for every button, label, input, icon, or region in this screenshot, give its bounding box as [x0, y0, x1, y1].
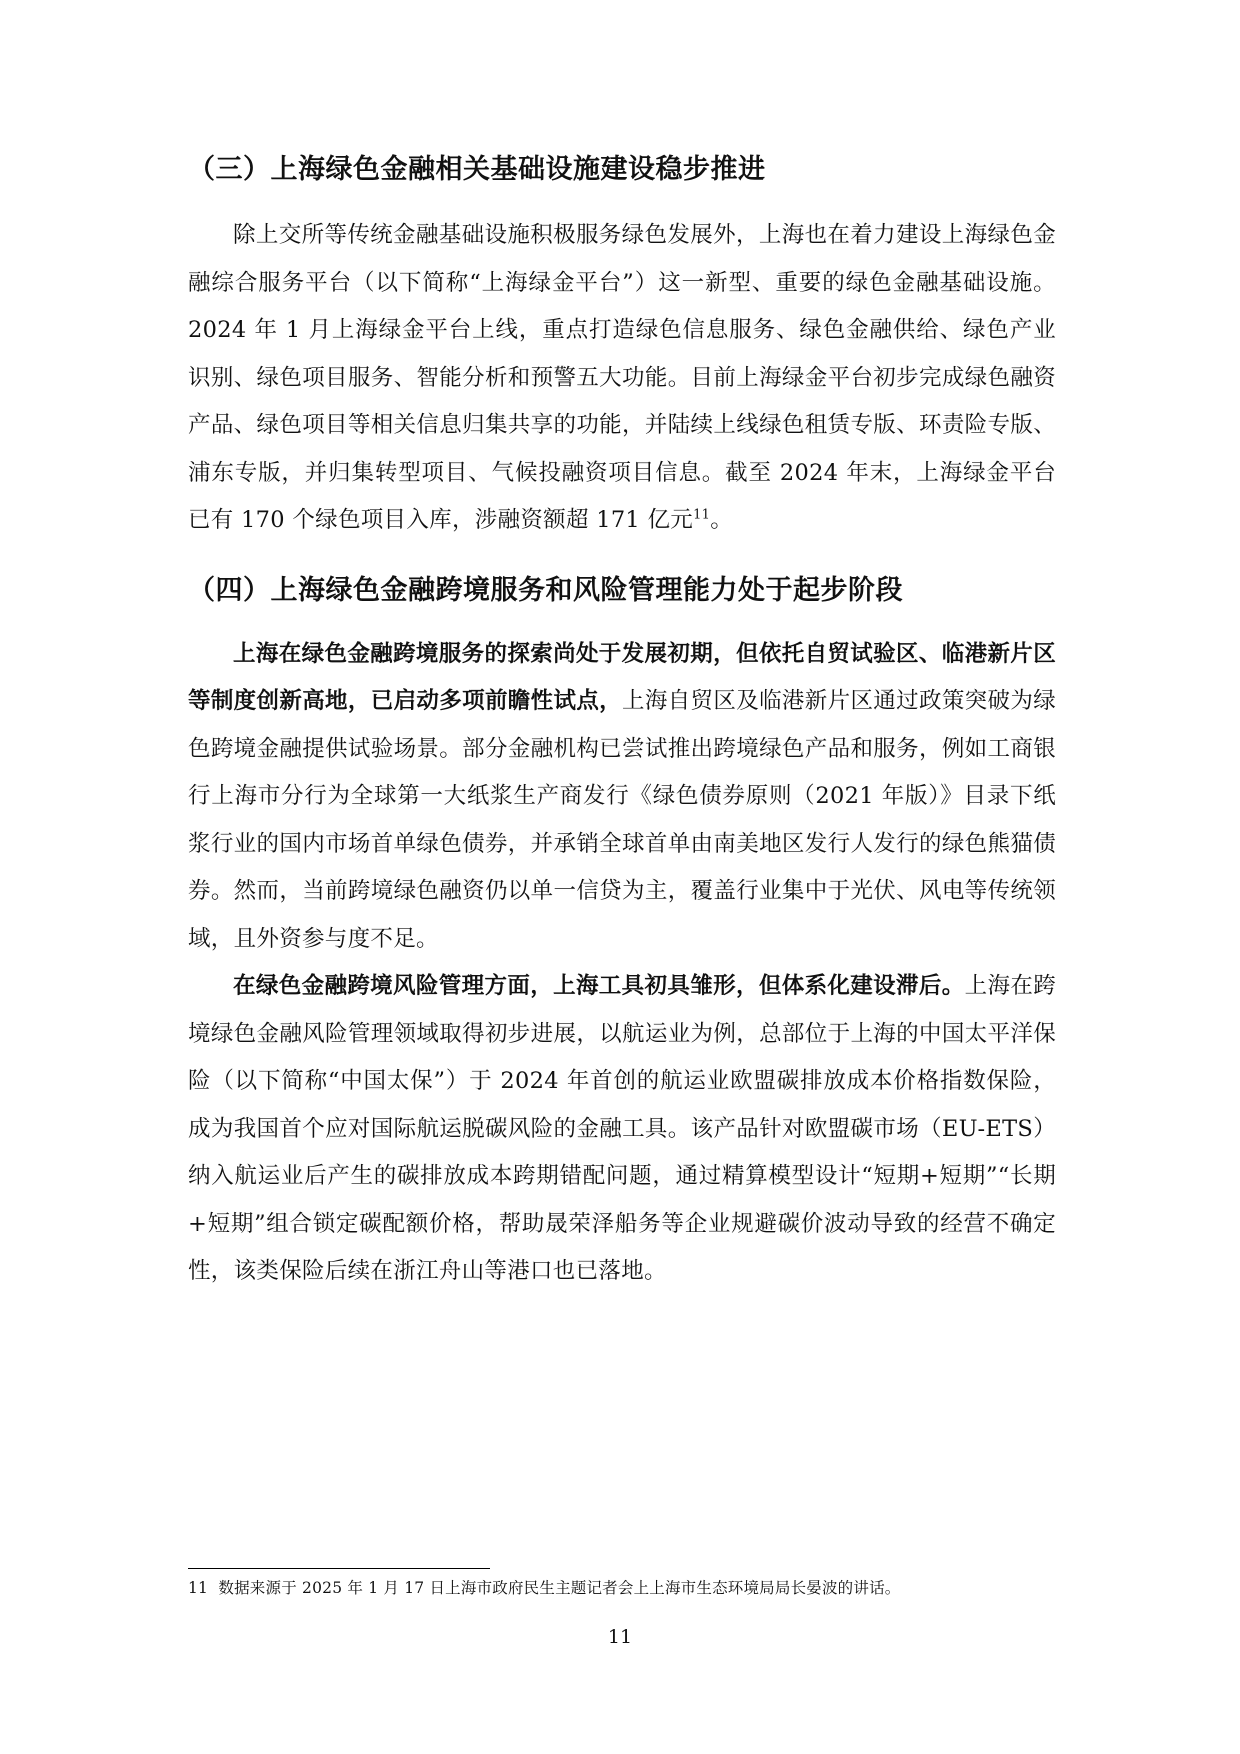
- footnote-text: 数据来源于 2025 年 1 月 17 日上海市政府民生主题记者会上上海市生态环境局局长晏波的讲话。: [218, 1579, 901, 1597]
- footnote-ref[interactable]: 11: [693, 507, 711, 523]
- section-heading-3: （三）上海绿色金融相关基础设施建设稳步推进: [188, 154, 766, 185]
- bold-lead-2: 在绿色金融跨境风险管理方面，上海工具初具雏形，但体系化建设滞后。: [233, 973, 965, 999]
- page-number: 11: [607, 1626, 633, 1648]
- paragraph-text: 上海自贸区及临港新片区通过政策突破为绿色跨境金融提供试验场景。部分金融机构已尝试推出跨境绿色产品和服务，例如工商银行上海市分行为全球第一大纸浆生产商发行《绿色债券原则（2021 年版）》目录下纸浆行业的国内市场首单绿色债券，并承销全球首单由南美地区发行人发行的绿色熊猫债券。然而，当前跨境绿色融资仍以单一信贷为主，覆盖行业集中于光伏、风电等传统领域，且外资参与度不足。: [188, 688, 1057, 952]
- section-4-paragraph-2: [188, 963, 1056, 1296]
- footnote-number: 11: [188, 1579, 209, 1597]
- bold-lead-1: 上海在绿色金融跨境服务的探索尚处于发展初期，但依托自贸试验区、临港新片区等制度创新高地，已启动多项前瞻性试点，: [188, 640, 1056, 714]
- paragraph-text: 除上交所等传统金融基础设施积极服务绿色发展外，上海也在着力建设上海绿色金融综合服务平台（以下简称“上海绿金平台”）这一新型、重要的绿色金融基础设施。2024 年 1 月上海绿金平台上线，重点打造绿色信息服务、绿色金融供给、绿色产业识别、绿色项目服务、智能分析和预警五大功能。目前上海绿金平台初步完成绿色融资产品、绿色项目等相关信息归集共享的功能，并陆续上线绿色租赁专版、环责险专版、浦东专版，并归集转型项目、气候投融资项目信息。截至 2024 年末，上海绿金平台已有 170 个绿色项目入库，涉融资额超 171 亿元: [188, 222, 1056, 533]
- section-3-paragraph: [188, 212, 1056, 545]
- section-heading-4: （四）上海绿色金融跨境服务和风险管理能力处于起步阶段: [188, 574, 903, 606]
- paragraph-end: 。: [710, 507, 734, 533]
- footnote: [188, 1576, 901, 1598]
- section-4-paragraph-1: [188, 631, 1056, 964]
- paragraph-text: 上海在跨境绿色金融风险管理领域取得初步进展，以航运业为例，总部位于上海的中国太平洋保险（以下简称“中国太保”）于 2024 年首创的航运业欧盟碳排放成本价格指数保险，成为我国首个应对国际航运脱碳风险的金融工具。该产品针对欧盟碳市场（EU-ETS）纳入航运业后产生的碳排放成本跨期错配问题，通过精算模型设计“短期+短期”“长期+短期”组合锁定碳配额价格，帮助晟荣泽船务等企业规避碳价波动导致的经营不确定性，该类保险后续在浙江舟山等港口也已落地。: [188, 973, 1056, 1284]
- main-content: [188, 150, 1056, 1296]
- footnote-divider: [188, 1568, 490, 1569]
